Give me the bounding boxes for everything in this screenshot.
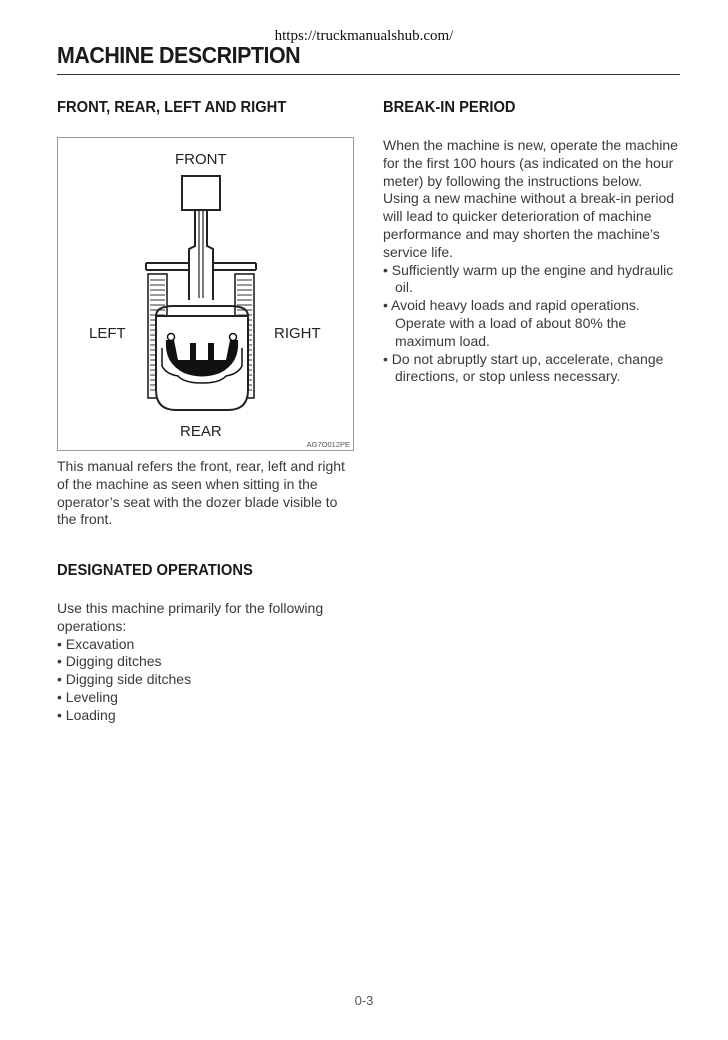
excavator-top-view-drawing — [58, 138, 355, 452]
heading-front-rear: FRONT, REAR, LEFT AND RIGHT — [57, 99, 287, 116]
list-item: • Loading — [57, 706, 116, 723]
operations-text-block — [57, 600, 354, 725]
front-rear-paragraph: This manual refers the front, rear, left and right of the machine as seen when sitting in the operator’s seat with the dozer blade visible to the front. — [57, 458, 345, 528]
list-item: • Digging ditches — [57, 653, 162, 670]
operations-intro: Use this machine primarily for the following operations: — [57, 600, 324, 634]
list-item: • Sufficiently warm up the engine and hydraulic oil. — [383, 261, 674, 296]
figure-code: AG7O012PE — [306, 440, 350, 449]
list-item: • Do not abruptly start up, accelerate, change directions, or stop unless necessary. — [383, 350, 664, 385]
break-in-paragraph-2: Using a new machine without a break-in period will lead to quicker deterioration of machine performance and may shorten the machine’s service life. — [383, 190, 675, 260]
break-in-text-block — [383, 137, 681, 386]
list-item: • Digging side ditches — [57, 671, 192, 688]
front-label: FRONT — [175, 151, 227, 168]
right-label: RIGHT — [274, 325, 321, 342]
list-item: • Avoid heavy loads and rapid operations. Operate with a load of about 80% the maximum load. — [383, 297, 640, 349]
break-in-list — [383, 262, 681, 387]
front-rear-text-block — [57, 458, 354, 529]
title-divider — [57, 74, 680, 75]
operations-list — [57, 636, 354, 725]
break-in-paragraph-1: When the machine is new, operate the machine for the first 100 hours (as indicated on the hour meter) by following the instructions below. — [383, 137, 678, 189]
page-number: 0-3 — [354, 993, 374, 1008]
orientation-figure — [57, 137, 354, 451]
left-label: LEFT — [89, 325, 126, 342]
rear-label: REAR — [180, 423, 222, 440]
heading-break-in-period: BREAK-IN PERIOD — [383, 99, 516, 116]
source-url: https://truckmanualshub.com/ — [274, 28, 454, 44]
list-item: • Leveling — [57, 688, 118, 705]
list-item: • Excavation — [57, 635, 135, 652]
page-title: MACHINE DESCRIPTION — [57, 42, 301, 68]
heading-designated-operations: DESIGNATED OPERATIONS — [57, 562, 253, 579]
